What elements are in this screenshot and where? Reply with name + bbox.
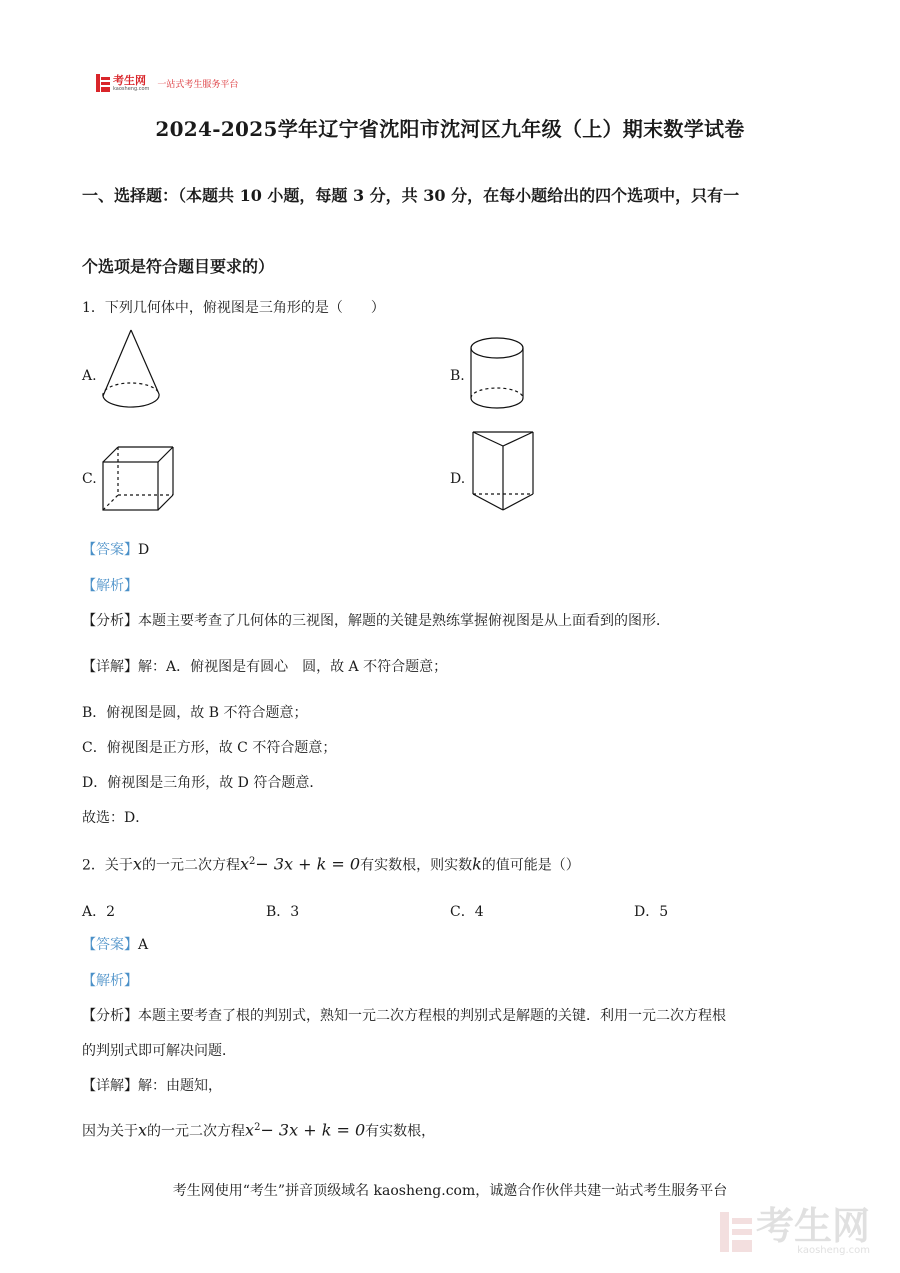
site-logo [96,72,238,94]
q1-option-d-label: D. [450,471,466,487]
footer-text: 考生网使用“考生”拼音顶级域名 kaosheng.com，诚邀合作伙伴共建一站式考生服务平台 [172,1183,728,1199]
q2-option-b: B．3 [266,904,300,920]
logo-icon [96,74,110,92]
cone-figure [100,328,162,412]
watermark [720,1204,870,1256]
logo-slogan: 一站式考生服务平台 [157,79,239,90]
q2-detail: 【详解】解：由题知， [82,1078,222,1094]
page-title: 2024-2025学年辽宁省沈阳市沈河区九年级（上）期末数学试卷 [155,117,745,141]
cube-figure [100,444,176,514]
q1-stem: 1．下列几何体中，俯视图是三角形的是（ ） [82,300,385,316]
q1-answer: 【答案】D [82,542,150,558]
q1-option-c-label: C. [82,471,97,487]
q1-option-a-label: A. [82,368,97,384]
q2-answer: 【答案】A [82,937,149,953]
logo-name: 考生网 [113,73,146,87]
q2-stem: 2．关于x的一元二次方程$x^2- 3x + k = 0$有实数根，则实数k的值可能是（） [82,854,580,874]
q2-analysis-tag: 【解析】 [82,973,138,989]
q2-option-a: A．2 [82,904,116,920]
q1-detail-c: C．俯视图是正方形，故 C 不符合题意； [82,740,337,756]
q2-because: 因为关于x的一元二次方程$x^2- 3x + k = 0$有实数根， [82,1120,436,1140]
watermark-text: 考生网 [755,1204,870,1248]
q1-choose: 故选：D． [82,810,150,826]
q1-detail: 【详解】解：A．俯视图是有圆心 圆，故 A 不符合题意； [82,659,448,675]
q2-fenxi-line2: 的判别式即可解决问题． [82,1043,236,1059]
q1-analysis-tag: 【解析】 [82,578,138,594]
watermark-logo-icon [720,1212,752,1252]
section-heading-line1: 一、选择题：（本题共 10 小题，每题 3 分，共 30 分，在每小题给出的四个选项中，只有一 [82,186,740,205]
watermark-url: kaosheng.com [797,1245,870,1256]
cylinder-figure [468,336,526,412]
logo-url: kaosheng.com [113,85,150,92]
q2-option-d: D．5 [634,904,669,920]
q1-detail-b: B．俯视图是圆，故 B 不符合题意； [82,705,308,721]
q2-option-c: C．4 [450,904,484,920]
q1-detail-d: D．俯视图是三角形，故 D 符合题意． [82,775,324,791]
q1-fenxi: 【分析】本题主要考查了几何体的三视图，解题的关键是熟练掌握俯视图是从上面看到的图形． [82,613,670,629]
q1-option-b-label: B. [450,368,465,384]
section-heading-line2: 个选项是符合题目要求的） [82,257,275,276]
q2-fenxi-line1: 【分析】本题主要考查了根的判别式，熟知一元二次方程根的判别式是解题的关键．利用一元二次方程根 [82,1008,726,1024]
triangular-prism-figure [470,428,536,514]
